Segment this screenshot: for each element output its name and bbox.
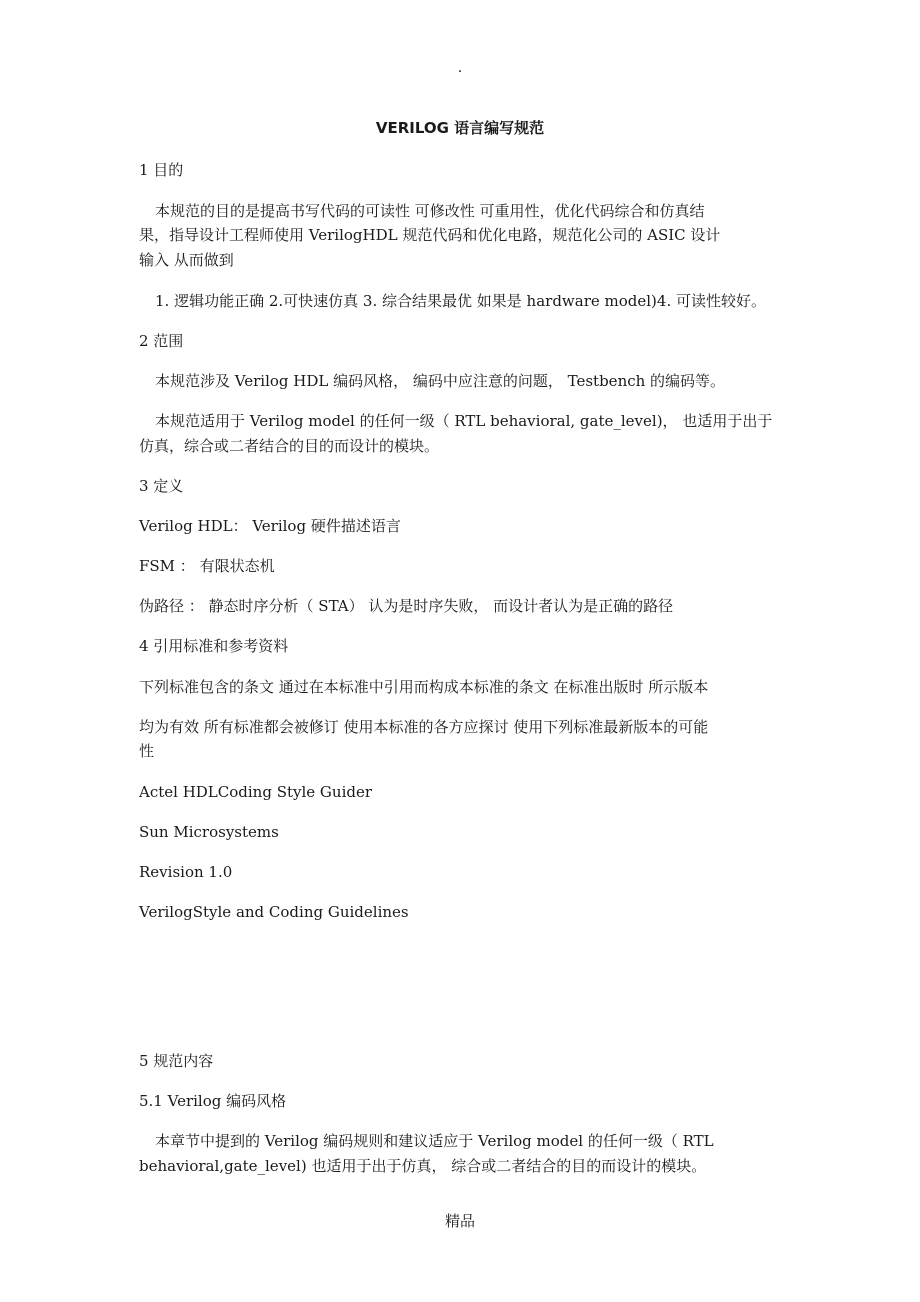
goal-list-line: 1. 逻辑功能正确 2.可快速仿真 3. 综合结果最优 如果是 hardware model)4. 可读性较好。 bbox=[155, 292, 766, 310]
paragraph-line: 仿真，综合或二者结合的目的而设计的模块。 bbox=[139, 437, 440, 455]
paragraph-line: 本规范的目的是提高书写代码的可读性 可修改性 可重用性，优化代码综合和仿真结 bbox=[155, 202, 705, 220]
reference-item: Revision 1.0 bbox=[139, 863, 233, 881]
paragraph-line: 本规范涉及 Verilog HDL 编码风格， 编码中应注意的问题， Testbench 的编码等。 bbox=[155, 372, 726, 390]
paragraph-line: 均为有效 所有标准都会被修订 使用本标准的各方应探讨 使用下列标准最新版本的可能 bbox=[139, 718, 709, 736]
paragraph-line: 下列标准包含的条文 通过在本标准中引用而构成本标准的条文 在标准出版时 所示版本 bbox=[139, 678, 709, 696]
section-4-heading: 4 引用标准和参考资料 bbox=[139, 637, 289, 655]
paragraph-line: behavioral,gate_level) 也适用于出于仿真， 综合或二者结合的目的而设计的模块。 bbox=[139, 1157, 707, 1175]
reference-item: VerilogStyle and Coding Guidelines bbox=[139, 903, 409, 921]
paragraph-line: 本规范适用于 Verilog model 的任何一级（ RTL behavioral, gate_level)， 也适用于出于 bbox=[155, 412, 773, 430]
definition-false-path: 伪路径 ： 静态时序分析（ STA） 认为是时序失败， 而设计者认为是正确的路径 bbox=[139, 597, 674, 615]
reference-item: Sun Microsystems bbox=[139, 823, 279, 841]
section-1-heading: 1 目的 bbox=[139, 161, 184, 179]
reference-item: Actel HDLCoding Style Guider bbox=[139, 783, 373, 801]
definition-verilog-hdl: Verilog HDL： Verilog 硬件描述语言 bbox=[139, 517, 401, 535]
section-5-heading: 5 规范内容 bbox=[139, 1052, 214, 1070]
subsection-5-1-heading: 5.1 Verilog 编码风格 bbox=[139, 1092, 287, 1110]
footer-label: 精品 bbox=[444, 1212, 475, 1230]
paragraph-line: 果，指导设计工程师使用 VerilogHDL 规范代码和优化电路，规范化公司的 ASIC 设计 bbox=[139, 226, 721, 244]
paragraph-line: 性 bbox=[139, 742, 155, 760]
section-2-heading: 2 范围 bbox=[139, 332, 184, 350]
header-dot: . bbox=[457, 60, 463, 76]
paragraph-line: 本章节中提到的 Verilog 编码规则和建议适应于 Verilog model 的任何一级（ RTL bbox=[155, 1132, 714, 1150]
document-title: VERILOG 语言编写规范 bbox=[375, 119, 545, 137]
paragraph-line: 输入 从而做到 bbox=[139, 251, 234, 269]
definition-fsm: FSM ： 有限状态机 bbox=[139, 557, 275, 575]
section-3-heading: 3 定义 bbox=[139, 477, 184, 495]
